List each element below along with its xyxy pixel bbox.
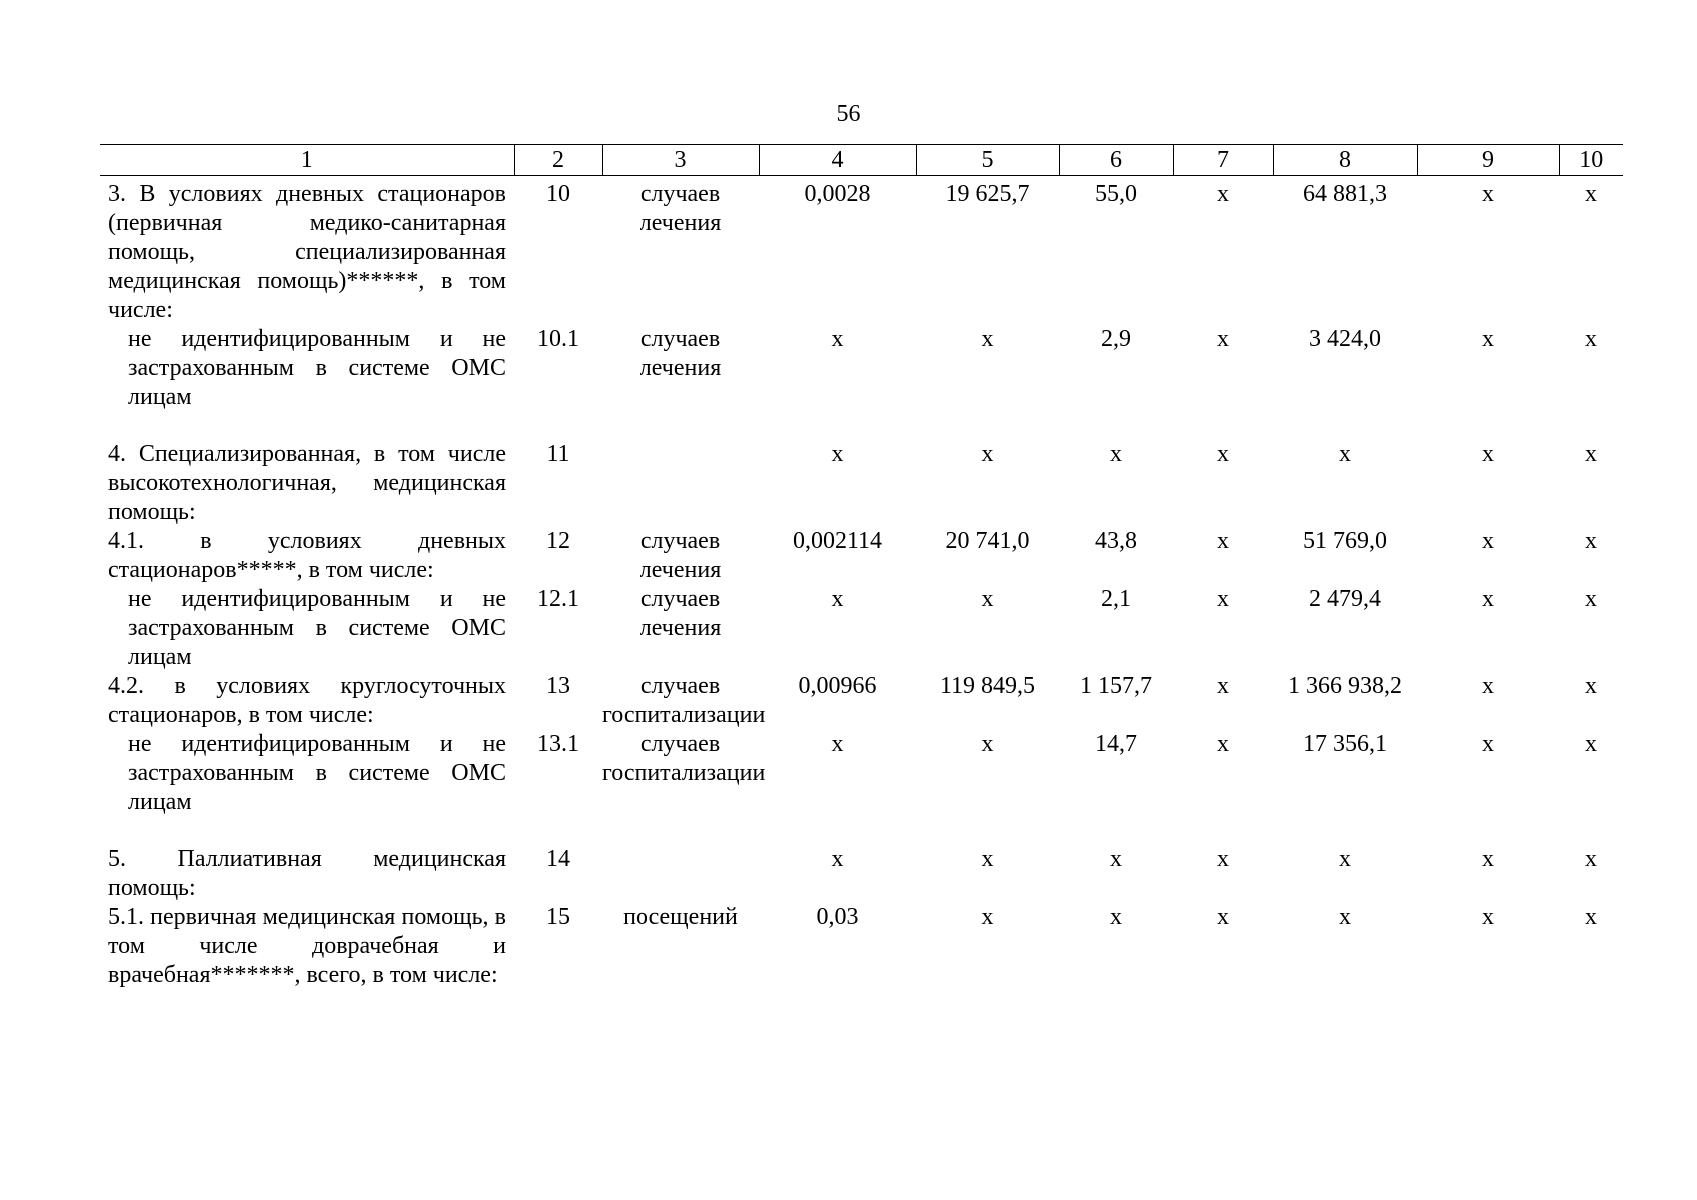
header-cell-9: 9	[1417, 145, 1559, 176]
header-cell-3: 3	[602, 145, 759, 176]
row-value-5: х	[981, 904, 994, 930]
row-value-5: х	[981, 326, 994, 352]
row-value-4: 0,03	[816, 904, 859, 930]
row-value-10: х	[1585, 904, 1597, 930]
row-number: 12	[546, 528, 570, 554]
row-units: случаев лечения	[639, 528, 722, 583]
row-number: 15	[546, 904, 570, 930]
row-label: 5.1. первичная медицинская помощь, в том числе доврачебная и врачебная*******, всего, в том числе:	[108, 904, 506, 988]
row-number: 12.1	[537, 586, 579, 612]
row-number: 11	[546, 441, 570, 467]
row-units	[602, 440, 759, 527]
row-value-8: 2 479,4	[1309, 586, 1381, 612]
row-value-10: х	[1585, 846, 1597, 872]
row-value-5: х	[981, 586, 994, 612]
row-units: случаев госпитализации	[602, 673, 766, 728]
row-value-7: х	[1217, 586, 1229, 612]
header-cell-1: 1	[100, 145, 514, 176]
row-value-7: х	[1217, 326, 1229, 352]
table-row	[100, 730, 1623, 845]
row-value-8: х	[1339, 846, 1351, 872]
row-value-6: 1 157,7	[1080, 673, 1152, 699]
row-value-4: 0,002114	[792, 528, 883, 554]
row-label: не идентифицированным и не застрахованным в системе ОМС лицам	[128, 731, 506, 815]
row-value-4: х	[831, 731, 844, 757]
row-value-5: х	[981, 846, 994, 872]
row-units: случаев лечения	[639, 181, 722, 236]
row-number: 13	[546, 673, 570, 699]
row-number: 13.1	[537, 731, 579, 757]
row-value-5: 20 741,0	[945, 528, 1030, 554]
row-value-9: х	[1482, 441, 1494, 467]
header-cell-7: 7	[1173, 145, 1273, 176]
row-units: случаев лечения	[639, 586, 722, 641]
row-value-6: 2,1	[1101, 586, 1131, 612]
data-table	[100, 144, 1623, 990]
row-value-7: х	[1217, 441, 1229, 467]
row-value-5: х	[981, 731, 994, 757]
table-row	[100, 903, 1623, 990]
row-value-10: х	[1585, 586, 1597, 612]
row-value-9: х	[1482, 528, 1494, 554]
row-label: 4.1. в условиях дневных стационаров*****, в том числе:	[108, 528, 506, 583]
row-value-8: 1 366 938,2	[1288, 673, 1402, 699]
table-row	[100, 325, 1623, 440]
header-cell-6: 6	[1059, 145, 1173, 176]
row-value-9: х	[1482, 181, 1494, 207]
row-label: не идентифицированным и не застрахованным в системе ОМС лицам	[128, 326, 506, 410]
row-value-7: х	[1217, 904, 1229, 930]
table-row	[100, 845, 1623, 903]
row-number: 10	[546, 181, 570, 207]
row-label: 3. В условиях дневных стационаров (первичная медико-санитарная помощь, специализированная медицинская помощь)******, в том числе:	[108, 181, 506, 323]
row-units: случаев госпитализации	[602, 731, 766, 786]
row-value-10: х	[1585, 441, 1597, 467]
row-number: 14	[546, 846, 570, 872]
table-row	[100, 585, 1623, 672]
row-value-8: 17 356,1	[1303, 731, 1387, 757]
row-value-7: х	[1217, 846, 1229, 872]
row-value-8: х	[1339, 904, 1351, 930]
row-value-10: х	[1585, 528, 1597, 554]
header-cell-4: 4	[759, 145, 916, 176]
row-value-9: х	[1482, 326, 1494, 352]
row-value-8: х	[1339, 441, 1351, 467]
row-value-6: х	[1110, 441, 1122, 467]
header-cell-5: 5	[916, 145, 1059, 176]
row-value-4: 0,0028	[804, 181, 871, 207]
row-value-10: х	[1585, 181, 1597, 207]
row-value-7: х	[1217, 731, 1229, 757]
row-value-4: х	[831, 326, 844, 352]
row-units: случаев лечения	[639, 326, 722, 381]
row-value-5: х	[981, 441, 994, 467]
row-value-9: х	[1482, 673, 1494, 699]
header-cell-10: 10	[1559, 145, 1623, 176]
row-value-4: х	[831, 846, 844, 872]
row-value-6: 2,9	[1101, 326, 1131, 352]
row-label: 5. Паллиативная медицинская помощь:	[108, 846, 506, 901]
row-label: не идентифицированным и не застрахованным в системе ОМС лицам	[128, 586, 506, 670]
table-row	[100, 176, 1623, 326]
row-value-6: 55,0	[1095, 181, 1137, 207]
row-value-6: х	[1110, 846, 1122, 872]
table-row	[100, 440, 1623, 527]
table-row	[100, 672, 1623, 730]
row-value-9: х	[1482, 846, 1494, 872]
table-row	[100, 527, 1623, 585]
header-cell-8: 8	[1273, 145, 1417, 176]
row-value-9: х	[1482, 904, 1494, 930]
row-value-10: х	[1585, 326, 1597, 352]
row-value-9: х	[1482, 731, 1494, 757]
row-value-7: х	[1217, 673, 1229, 699]
row-value-4: х	[831, 586, 844, 612]
page-number: 56	[836, 101, 861, 127]
row-value-4: х	[831, 441, 844, 467]
row-value-7: х	[1217, 181, 1229, 207]
row-value-4: 0,00966	[798, 673, 877, 699]
row-value-10: х	[1585, 731, 1597, 757]
row-label: 4.2. в условиях круглосуточных стационаров, в том числе:	[108, 673, 506, 728]
row-value-7: х	[1217, 528, 1229, 554]
header-cell-2: 2	[514, 145, 602, 176]
row-value-6: 14,7	[1095, 731, 1137, 757]
row-value-6: 43,8	[1095, 528, 1137, 554]
row-value-6: х	[1110, 904, 1122, 930]
row-value-8: 51 769,0	[1303, 528, 1387, 554]
row-value-10: х	[1585, 673, 1597, 699]
row-value-5: 119 849,5	[939, 673, 1036, 699]
row-value-8: 3 424,0	[1309, 326, 1381, 352]
row-units	[602, 845, 759, 903]
row-units: посещений	[623, 904, 738, 930]
row-value-5: 19 625,7	[945, 181, 1030, 207]
row-value-8: 64 881,3	[1303, 181, 1387, 207]
header-row	[100, 145, 1623, 176]
row-value-9: х	[1482, 586, 1494, 612]
row-label: 4. Специализированная, в том числе высокотехнологичная, медицинская помощь:	[108, 441, 506, 525]
row-number: 10.1	[537, 326, 579, 352]
